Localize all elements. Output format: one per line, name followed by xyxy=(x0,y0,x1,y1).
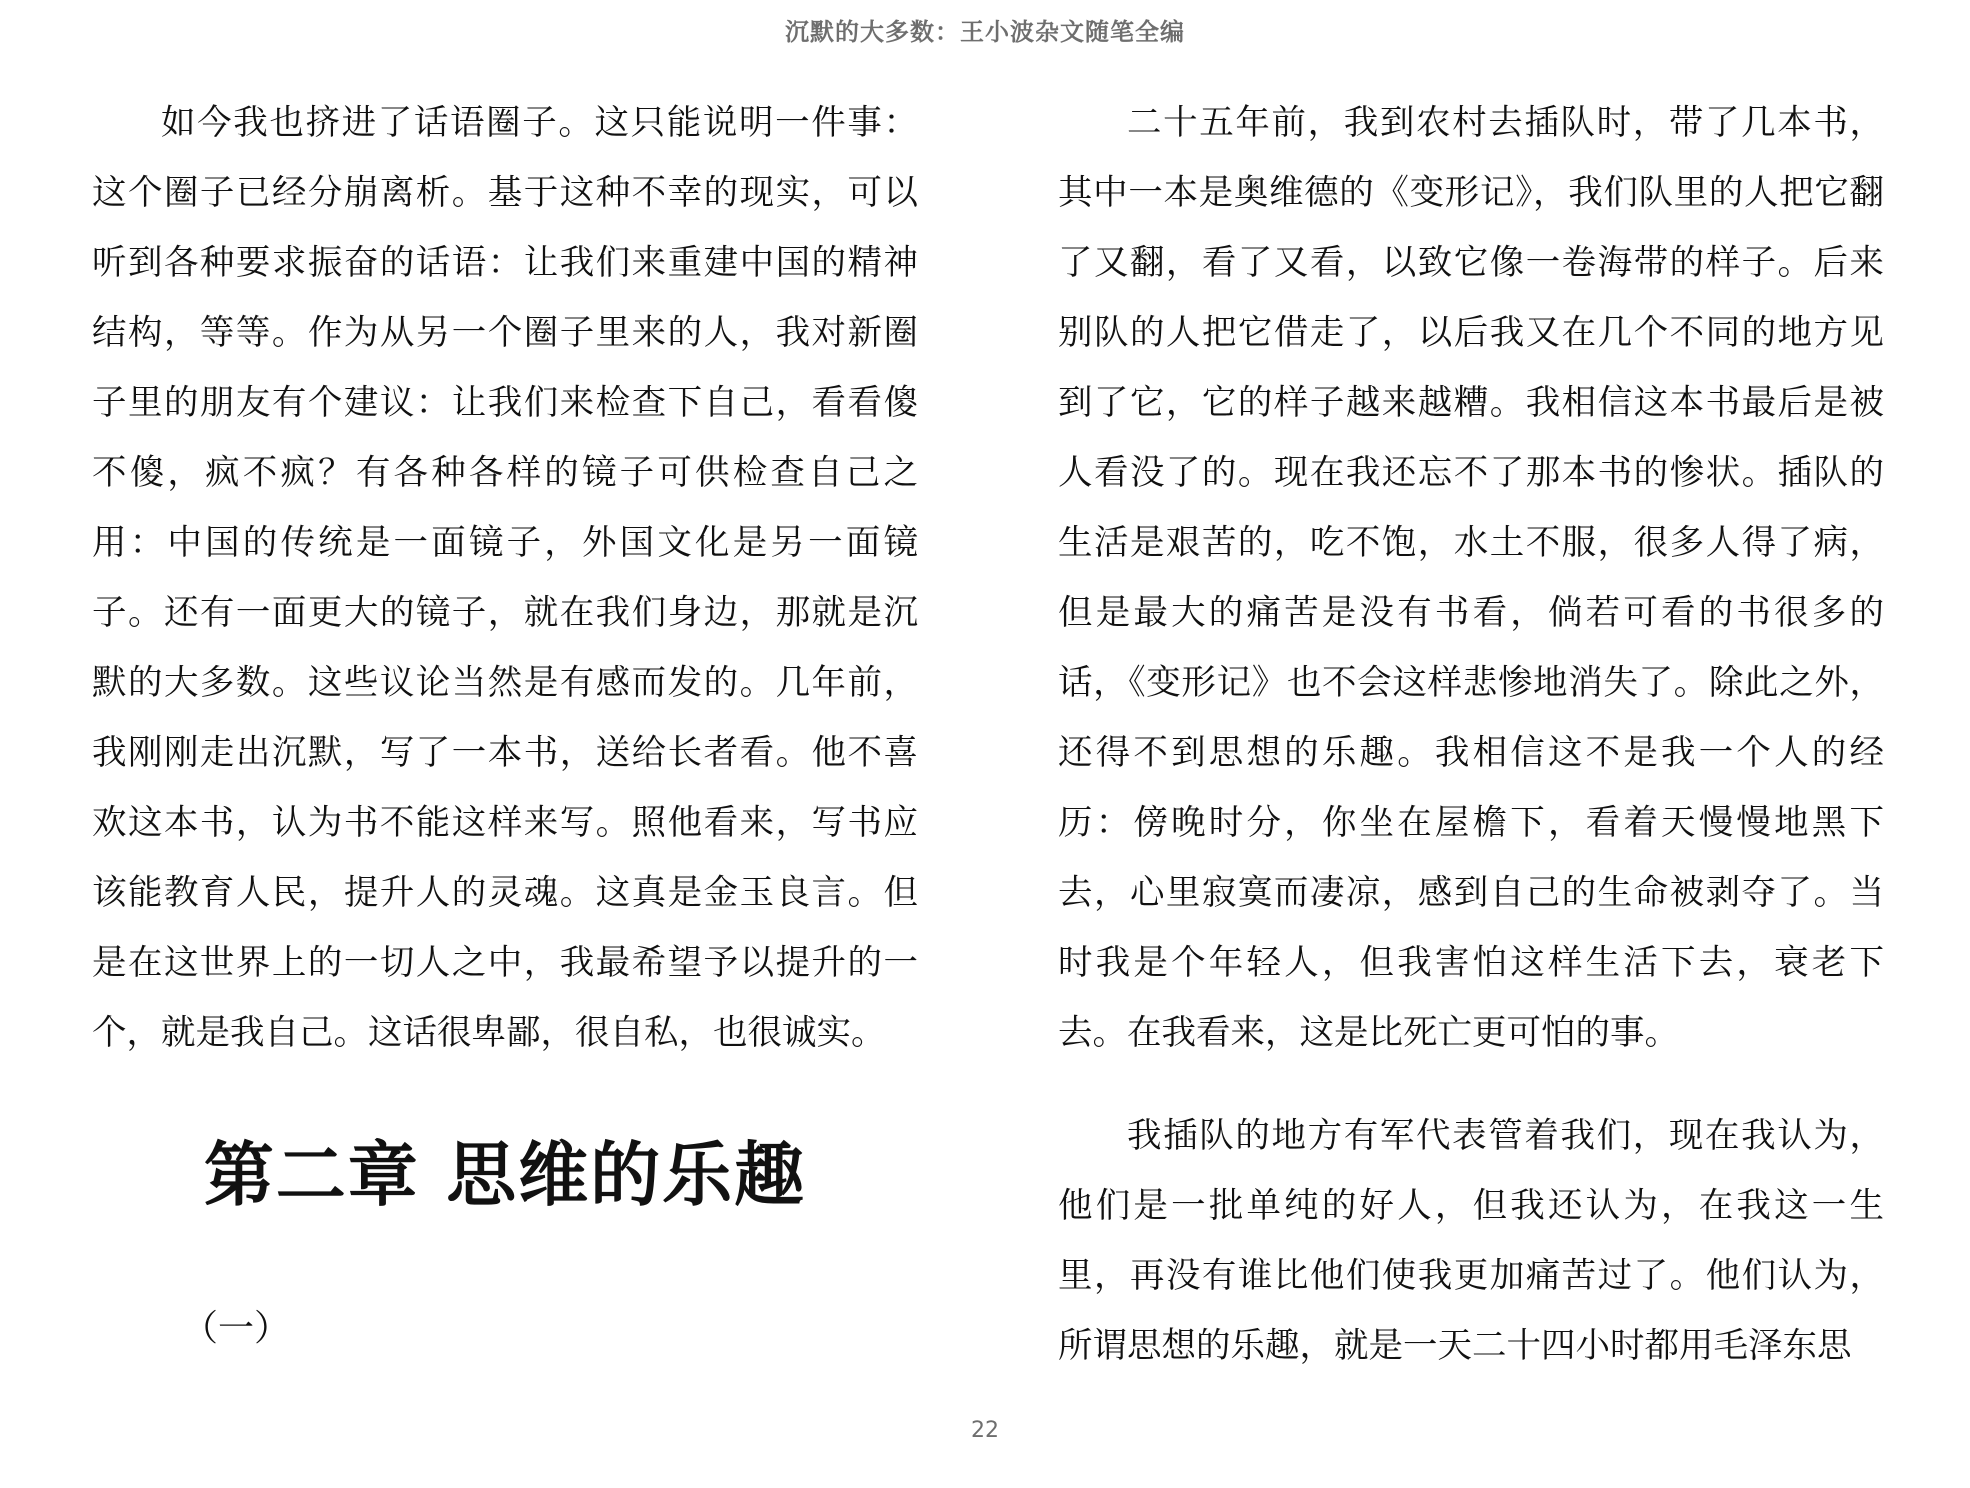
page-number: 22 xyxy=(971,1418,999,1443)
right-column xyxy=(1058,88,1884,1381)
running-header-book-title: 沉默的大多数：王小波杂文随笔全编 xyxy=(785,18,1185,46)
left-column xyxy=(92,88,918,1068)
body-paragraph: 如今我也挤进了话语圈子。这只能说明一件事：这个圈子已经分崩离析。基于这种不幸的现实，可以听到各种要求振奋的话语：让我们来重建中国的精神结构，等等。作为从另一个圈子里来的人，我对新圈子里的朋友有个建议：让我们来检查下自己，看看傻不傻，疯不疯？有各种各样的镜子可供检查自己之用：中国的传统是一面镜子，外国文化是另一面镜子。还有一面更大的镜子，就在我们身边，那就是沉默的大多数。这些议论当然是有感而发的。几年前，我刚刚走出沉默，写了一本书，送给长者看。他不喜欢这本书，认为书不能这样来写。照他看来，写书应该能教育人民，提升人的灵魂。这真是金玉良言。但是在这世界上的一切人之中，我最希望予以提升的一个，就是我自己。这话很卑鄙，很自私，也很诚实。 xyxy=(92,103,918,1053)
chapter-title: 第二章 思维的乐趣 xyxy=(203,1133,807,1216)
body-paragraph: 二十五年前，我到农村去插队时，带了几本书，其中一本是奥维德的《变形记》，我们队里的人把它翻了又翻，看了又看，以致它像一卷海带的样子。后来别队的人把它借走了，以后我又在几个不同的地方见到了它，它的样子越来越糟。我相信这本书最后是被人看没了的。现在我还忘不了那本书的惨状。插队的生活是艰苦的，吃不饱，水土不服，很多人得了病，但是最大的痛苦是没有书看，倘若可看的书很多的话，《变形记》也不会这样悲惨地消失了。除此之外，还得不到思想的乐趣。我相信这不是我一个人的经历：傍晚时分，你坐在屋檐下，看着天慢慢地黑下去，心里寂寞而凄凉，感到自己的生命被剥夺了。当时我是个年轻人，但我害怕这样生活下去，衰老下去。在我看来，这是比死亡更可怕的事。 xyxy=(1058,103,1884,1053)
section-number: （一） xyxy=(182,1308,291,1349)
body-paragraph: 我插队的地方有军代表管着我们，现在我认为，他们是一批单纯的好人，但我还认为，在我这一生里，再没有谁比他们使我更加痛苦过了。他们认为，所谓思想的乐趣，就是一天二十四小时都用毛泽东思 xyxy=(1058,1116,1884,1366)
